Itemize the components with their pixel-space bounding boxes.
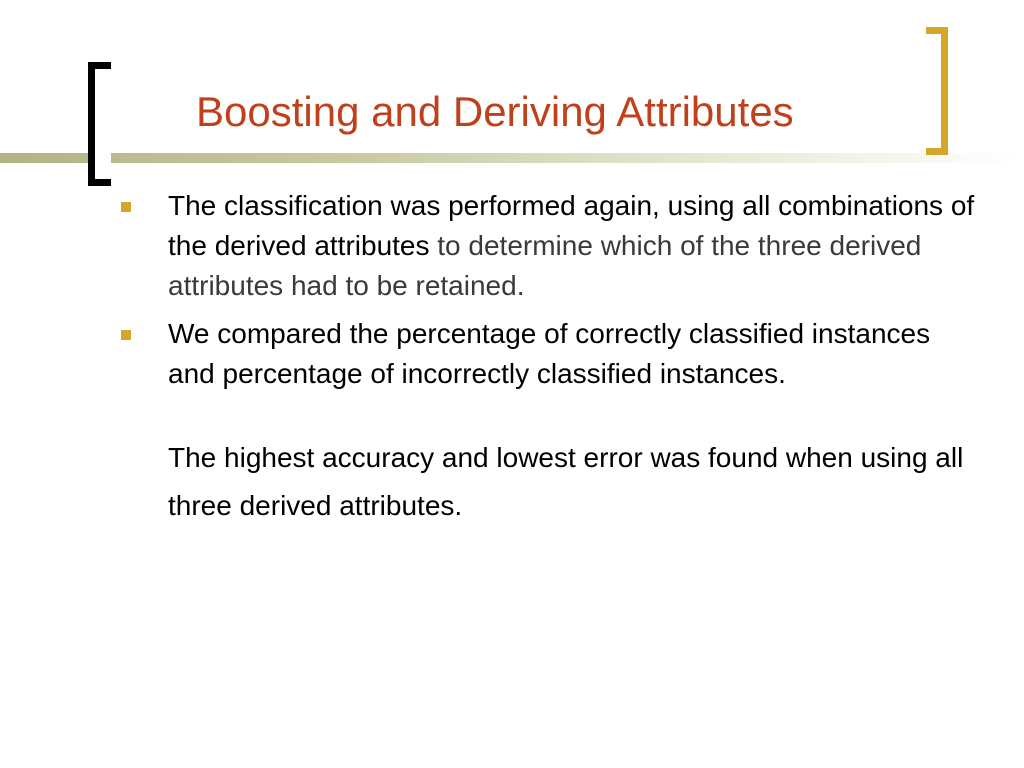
- slide-content: [118, 186, 978, 530]
- right-bracket-decoration: [926, 27, 948, 155]
- left-bracket-decoration: [88, 62, 111, 186]
- bullet-text-tail: to determine which of the three derived attributes had to be retained.: [168, 230, 922, 301]
- bullet-item: [118, 314, 978, 394]
- bullet-text: [168, 314, 978, 394]
- title-underline-bar: [0, 153, 1024, 163]
- conclusion-paragraph: The highest accuracy and lowest error was found when using all three derived attributes.: [168, 442, 964, 521]
- square-bullet-icon: [121, 202, 131, 212]
- bullet-text: [168, 186, 978, 306]
- slide-title: Boosting and Deriving Attributes: [196, 88, 794, 135]
- bullet-text-main: We compared the percentage of correctly classified instances and percentage of incorrectly classified instances.: [168, 318, 931, 389]
- bullet-item: [118, 186, 978, 306]
- bullet-text-main: The classification was performed again, using all combinations of the derived attributes: [168, 190, 975, 261]
- square-bullet-icon: [121, 330, 131, 340]
